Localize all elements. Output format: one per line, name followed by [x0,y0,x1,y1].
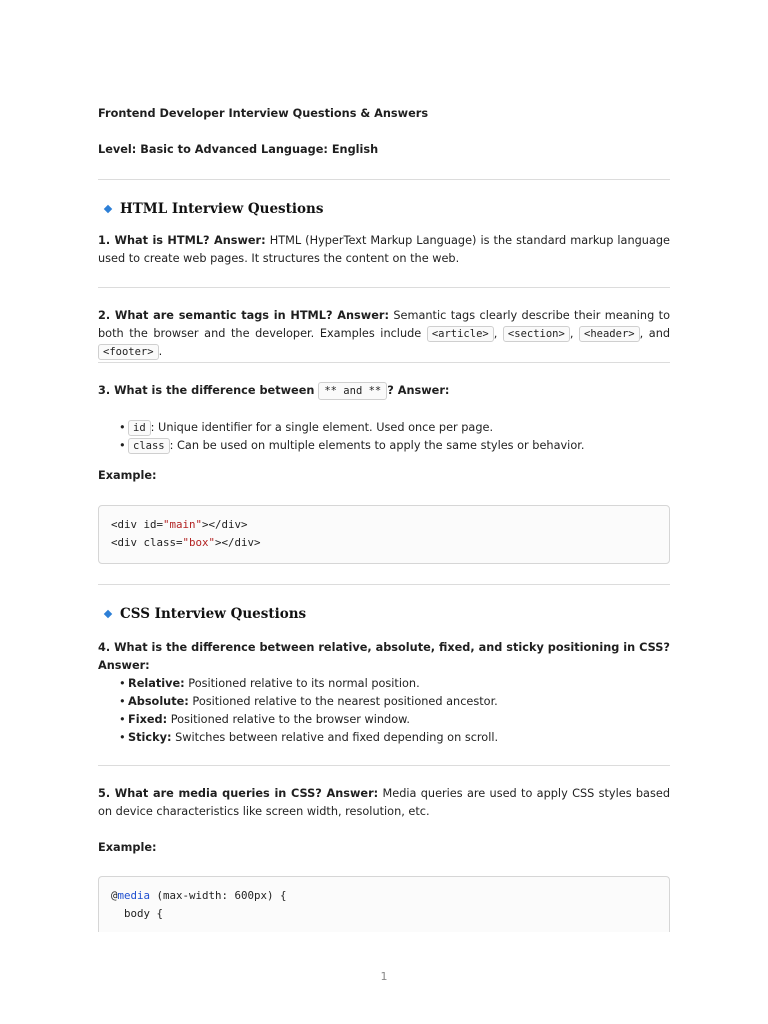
question-3: 3. What is the difference between ** and ** ? Answer: [98,382,670,400]
list-item: • Fixed: Positioned relative to the browser window. [98,711,670,729]
q4-list [98,675,670,747]
doc-title: Frontend Developer Interview Questions & Answers [98,107,429,120]
inline-code: ** and ** [318,382,387,400]
q3-list [98,419,670,455]
section-heading-html: HTML Interview Questions [98,199,670,219]
code-block: @media (max-width: 600px) { body { [98,876,670,932]
code-block: <div id="main"></div> <div class="box"></div> [98,505,670,564]
inline-code: <header> [579,326,640,342]
question-1: 1. What is HTML? Answer: HTML (HyperText Markup Language) is the standard markup language used to create web pages. It structures the content on the web. [98,234,670,265]
list-item: • class : Can be used on multiple elements to apply the same styles or behavior. [98,437,670,455]
list-item: • Absolute: Positioned relative to the nearest positioned ancestor. [98,693,670,711]
diamond-icon [104,610,112,618]
inline-code: <article> [427,326,494,342]
example-label: Example: [98,469,157,482]
diamond-icon [104,205,112,213]
divider [98,362,670,363]
inline-code: <footer> [98,344,159,360]
section-heading-css: CSS Interview Questions [98,604,670,624]
divider [98,584,670,585]
page-number: 1 [380,970,388,983]
list-item: • Relative: Positioned relative to its normal position. [98,675,670,693]
divider [98,287,670,288]
example-label: Example: [98,841,157,854]
list-item: • id : Unique identifier for a single element. Used once per page. [98,419,670,437]
divider [98,765,670,766]
inline-code: <section> [503,326,570,342]
question-5: 5. What are media queries in CSS? Answer: Media queries are used to apply CSS styles based on device characteristics like screen width, resolution, etc. [98,787,670,818]
question-4: 4. What is the difference between relative, absolute, fixed, and sticky positioning in CSS? Answer: [98,641,670,672]
question-2: 2. What are semantic tags in HTML? Answer: Semantic tags clearly describe their meaning to both the browser and the developer. Examples include <article> , <section> , <header> , and <footer> . [98,309,671,358]
list-item: • Sticky: Switches between relative and fixed depending on scroll. [98,729,670,747]
divider [98,179,670,180]
doc-level: Level: Basic to Advanced Language: English [98,143,379,156]
